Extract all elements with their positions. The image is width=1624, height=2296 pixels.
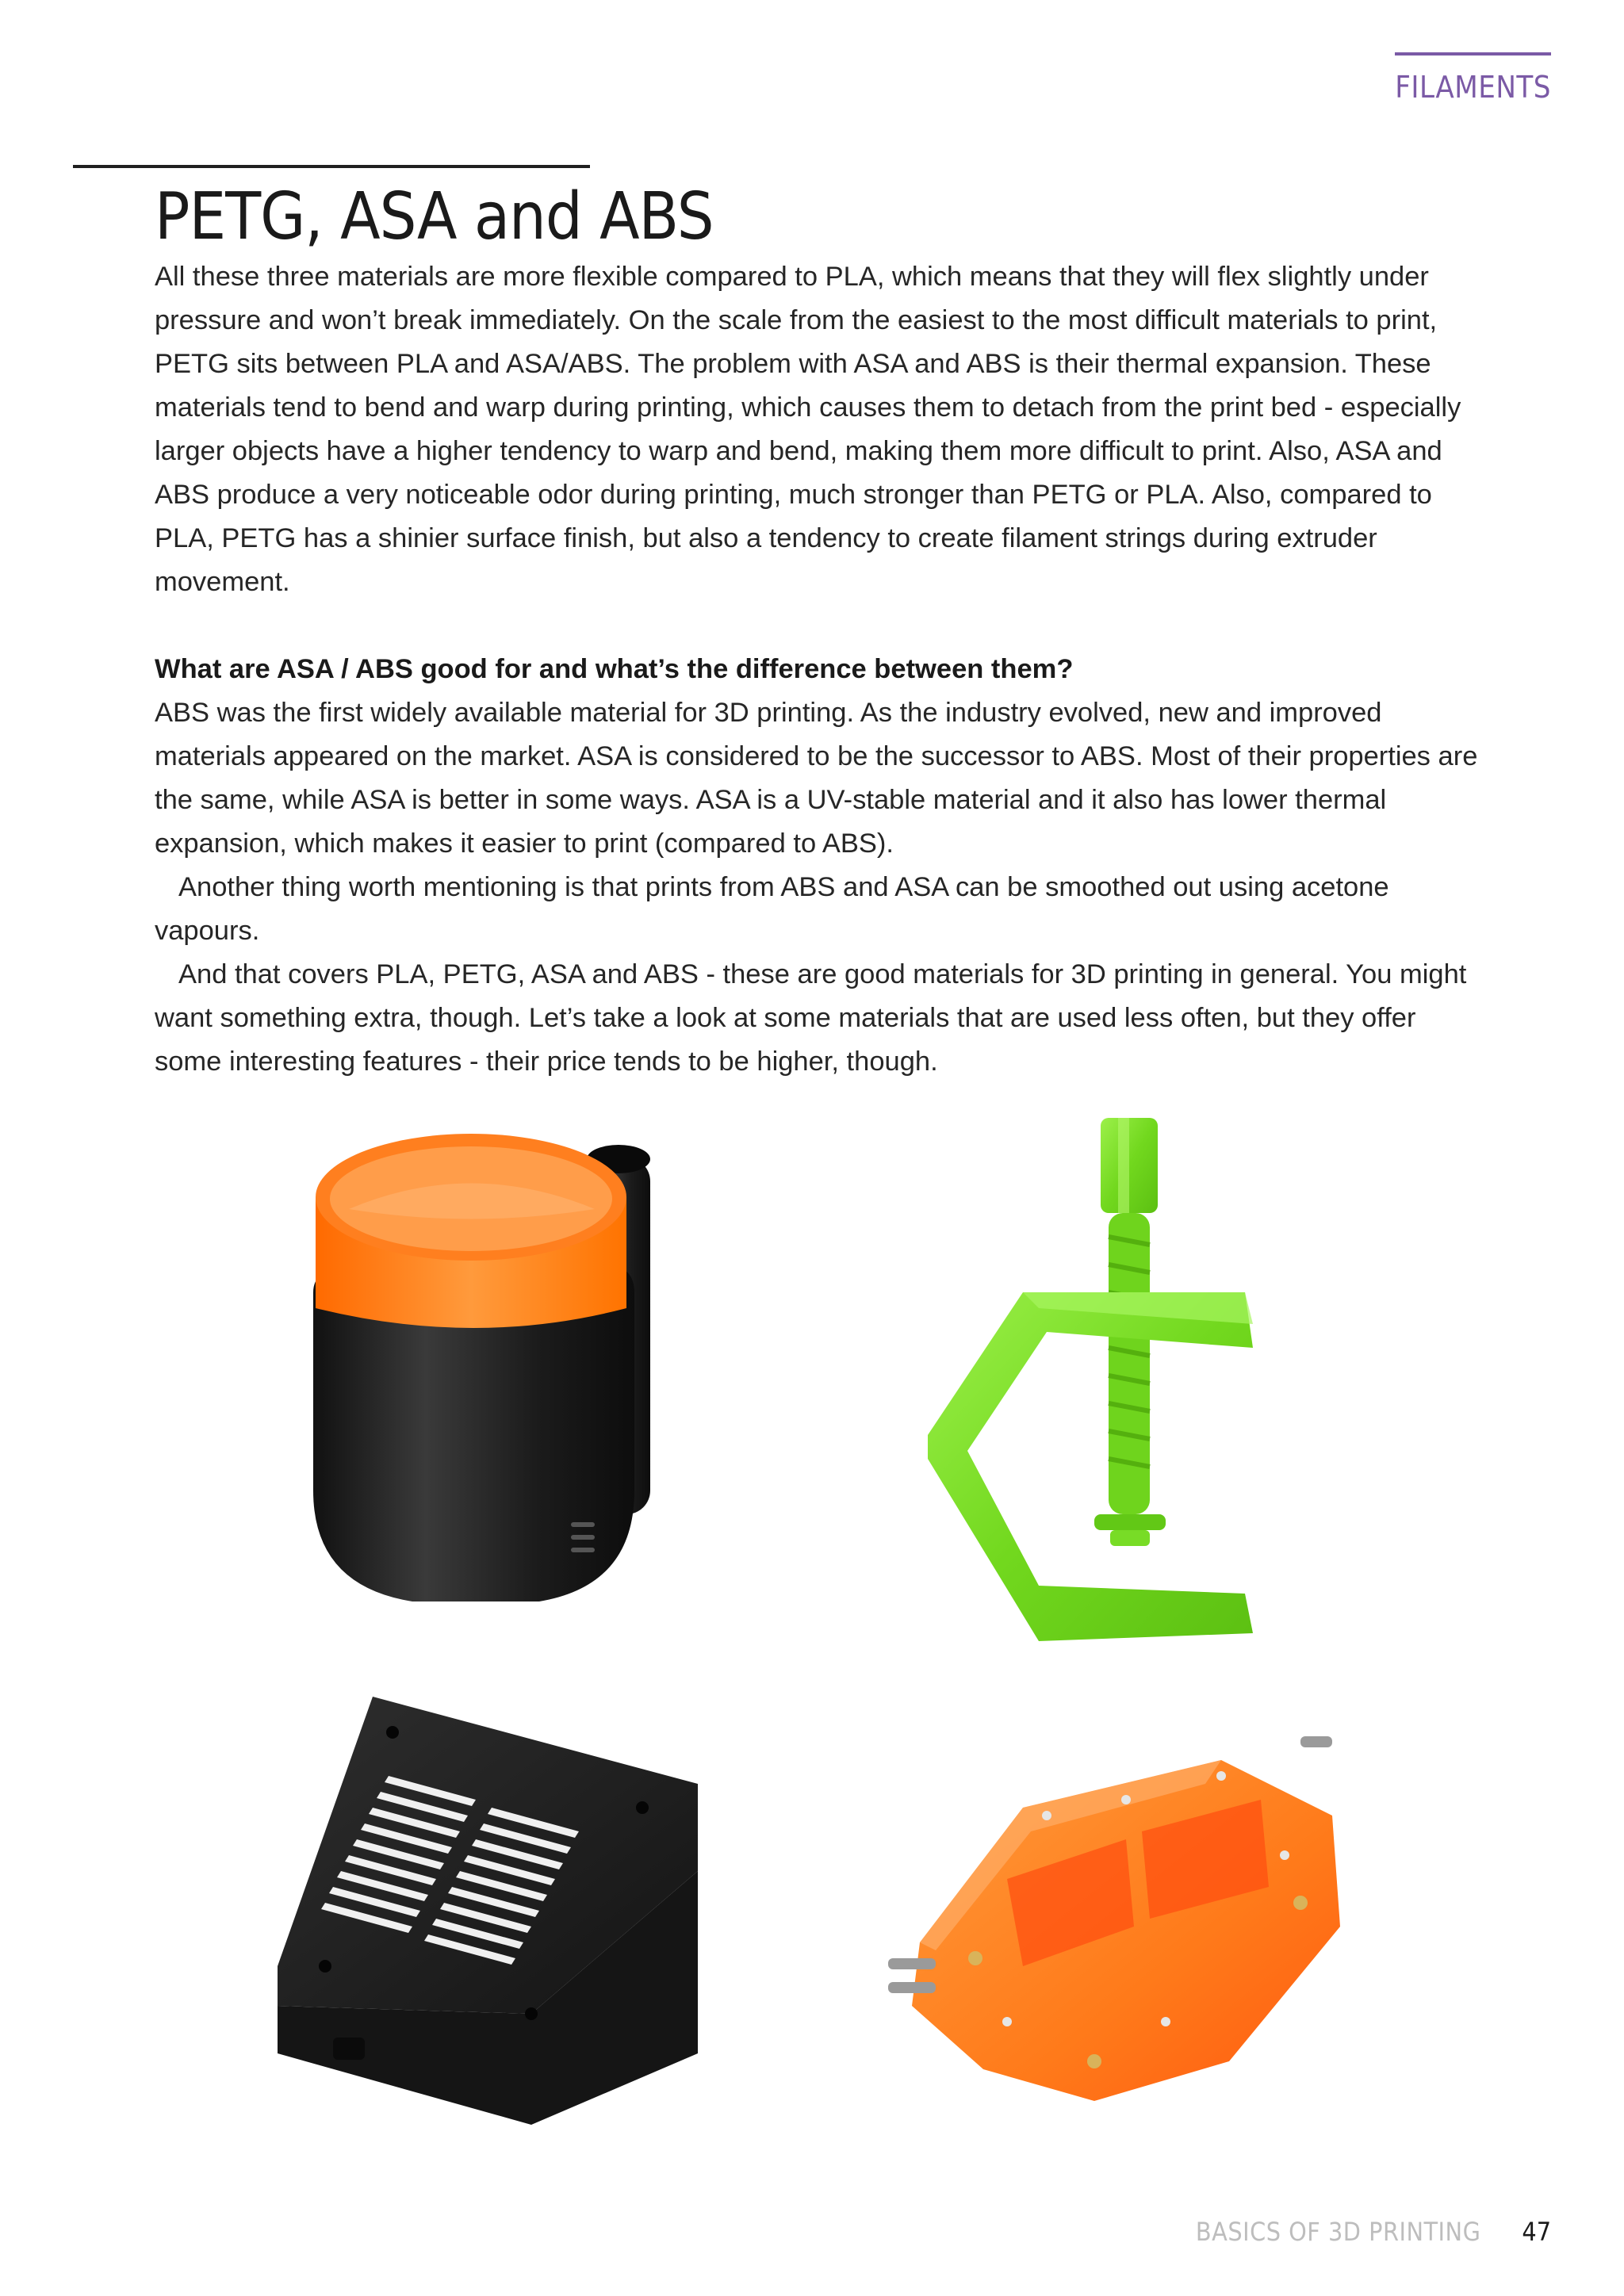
c-clamp-print-photo — [920, 1118, 1285, 1657]
article-body — [155, 255, 1487, 1084]
page-number: 47 — [1522, 2217, 1551, 2247]
page-footer — [1196, 2217, 1551, 2247]
book-title: BASICS OF 3D PRINTING — [1195, 2217, 1481, 2247]
title-rule — [73, 165, 590, 168]
paragraph-abs-asa: ABS was the first widely available material for 3D printing. As the industry evolved, new and improved materials appeared on the market. ASA is considered to be the successor to ABS. Most of their properties are the same, while ASA is better in some ways. ASA is a UV-stable material and it also has lower thermal expansion, which makes it easier to print (compared to ABS). — [155, 698, 1478, 859]
vented-box-print-photo — [270, 1681, 730, 2125]
extruder-part-print-photo — [888, 1720, 1356, 2117]
paragraph-summary: And that covers PLA, PETG, ASA and ABS - these are good materials for 3D printing in general. You might want something extra, though. Let’s take a look at some materials that are used less often, but they offer some interesting features - their price tends to be higher, though. — [155, 959, 1467, 1077]
page-title: PETG, ASA and ABS — [155, 179, 714, 254]
paragraph-acetone: Another thing worth mentioning is that prints from ABS and ASA can be smoothed out using acetone vapours. — [155, 872, 1389, 946]
paragraph-intro: All these three materials are more flexible compared to PLA, which means that they will flex slightly under pressure and won’t break immediately. On the scale from the easiest to the most difficult materials to print, PETG sits between PLA and ASA/ABS. The problem with ASA and ABS is their thermal expansion. These materials tend to bend and warp during printing, which causes them to detach from the print bed - especially larger objects have a higher tendency to warp and bend, making them more difficult to print. Also, ASA and ABS produce a very noticeable odor during printing, much stronger than PETG or PLA. Also, compared to PLA, PETG has a shinier surface finish, but also a tendency to create filament strings during extruder movement. — [155, 262, 1461, 597]
subheading: What are ASA / ABS good for and what’s the difference between them? — [155, 654, 1074, 684]
section-label: FILAMENTS — [1395, 52, 1551, 105]
cup-holder-print-photo — [278, 1110, 722, 1633]
